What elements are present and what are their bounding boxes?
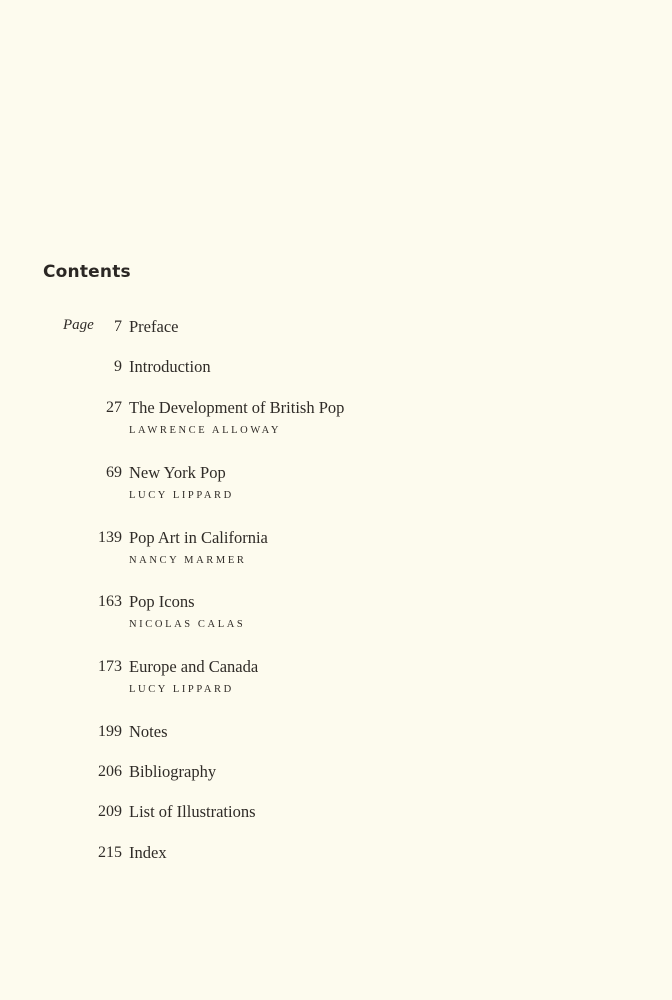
toc-author: LUCY LIPPARD bbox=[129, 684, 234, 695]
toc-title: Bibliography bbox=[129, 762, 217, 781]
toc-page-number: 9 bbox=[114, 358, 122, 375]
toc-title: List of Illustrations bbox=[129, 802, 256, 821]
toc-title: Preface bbox=[129, 317, 179, 336]
toc-page-number: 69 bbox=[106, 464, 122, 481]
toc-title: New York Pop bbox=[129, 463, 226, 482]
page-column-label: Page bbox=[63, 317, 94, 333]
toc-title: The Development of British Pop bbox=[129, 398, 345, 417]
toc-page-number: 27 bbox=[106, 399, 122, 416]
toc-page-number: 139 bbox=[98, 529, 122, 546]
toc-page-number: 163 bbox=[98, 593, 122, 610]
toc-page-number: 199 bbox=[98, 723, 122, 740]
toc-title: Introduction bbox=[129, 357, 211, 376]
toc-title: Index bbox=[129, 843, 167, 862]
toc-title: Pop Art in California bbox=[129, 528, 268, 547]
toc-page-number: 209 bbox=[98, 803, 122, 820]
toc-author: LAWRENCE ALLOWAY bbox=[129, 425, 282, 436]
toc-author: NICOLAS CALAS bbox=[129, 619, 246, 630]
toc-author: NANCY MARMER bbox=[129, 555, 247, 566]
toc-title: Pop Icons bbox=[129, 592, 195, 611]
toc-author: LUCY LIPPARD bbox=[129, 490, 234, 501]
page-title: Contents bbox=[43, 262, 131, 282]
toc-page-number: 173 bbox=[98, 658, 122, 675]
toc-page-number: 215 bbox=[98, 844, 122, 861]
toc-title: Europe and Canada bbox=[129, 657, 259, 676]
toc-page-number: 7 bbox=[114, 318, 122, 335]
toc-page-number: 206 bbox=[98, 763, 122, 780]
toc-title: Notes bbox=[129, 722, 168, 741]
